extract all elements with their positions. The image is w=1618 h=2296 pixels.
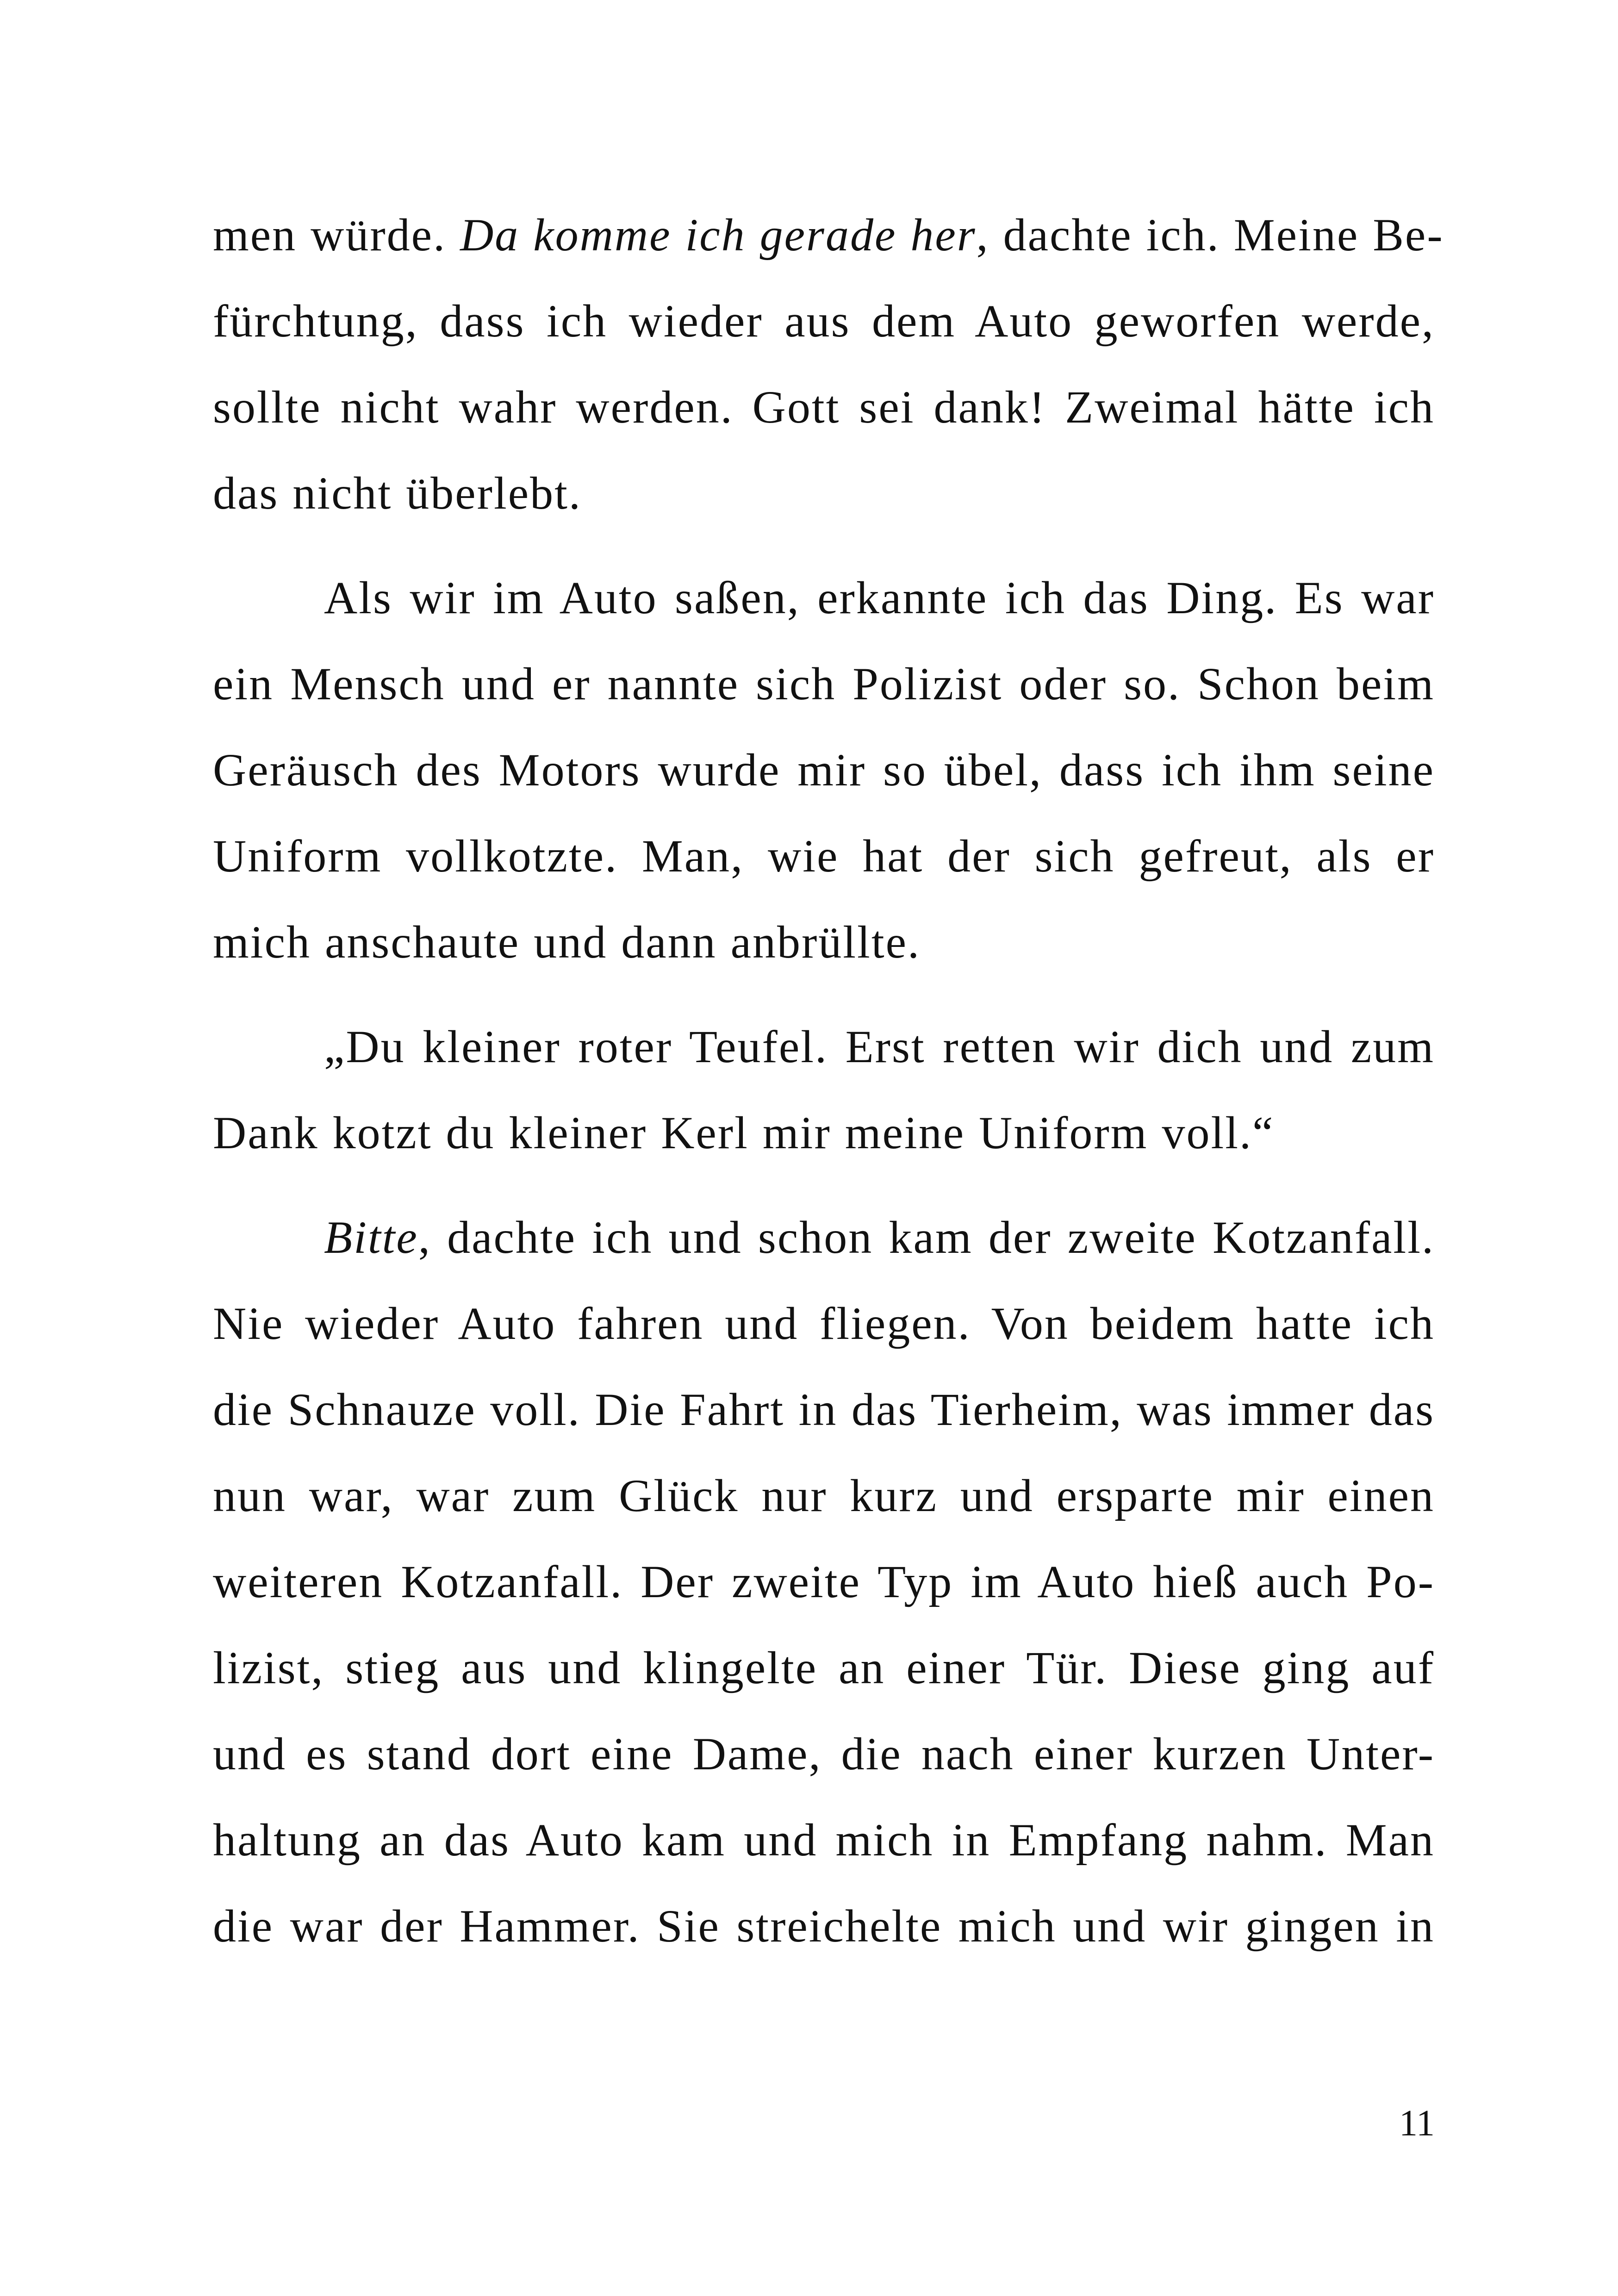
text-line <box>213 1539 1435 1625</box>
text-line <box>213 555 1435 641</box>
text-line <box>213 813 1435 899</box>
text: die war der Hammer. Sie streichelte mich und wir gingen in <box>213 1900 1435 1952</box>
text: lizist, stieg aus und klingelte an einer Tür. Diese ging auf <box>213 1642 1435 1693</box>
text-line <box>213 1883 1435 1969</box>
text-line <box>213 1090 1435 1176</box>
text-line <box>213 450 1435 536</box>
text: weiteren Kotzanfall. Der zweite Typ im Auto hieß auch Po- <box>213 1556 1435 1607</box>
text: Nie wieder Auto fahren und fliegen. Von beidem hatte ich <box>213 1298 1435 1349</box>
text-line <box>213 1195 1435 1281</box>
text: fürchtung, dass ich wieder aus dem Auto geworfen werde, <box>213 295 1435 347</box>
text-line <box>213 641 1435 727</box>
text-line <box>213 1281 1435 1367</box>
text-line <box>213 1367 1435 1453</box>
text-line <box>213 899 1435 985</box>
paragraph <box>213 1195 1435 1969</box>
text: haltung an das Auto kam und mich in Empfang nahm. Man <box>213 1814 1435 1866</box>
text-line <box>213 1625 1435 1711</box>
paragraph <box>213 192 1444 536</box>
text: Uniform vollkotzte. Man, wie hat der sich gefreut, als er <box>213 830 1435 882</box>
text: men würde. <box>213 209 461 261</box>
text: „Du kleiner roter Teufel. Erst retten wir dich und zum <box>324 1021 1435 1072</box>
text-line <box>213 1711 1435 1797</box>
text-line <box>213 1797 1435 1883</box>
text: das nicht überlebt. <box>213 467 582 519</box>
text: nun war, war zum Glück nur kurz und ersparte mir einen <box>213 1470 1435 1521</box>
italic-text: Bitte <box>324 1212 418 1263</box>
text: ein Mensch und er nannte sich Polizist oder so. Schon beim <box>213 658 1435 709</box>
page-body <box>213 192 1444 1988</box>
text: sollte nicht wahr werden. Gott sei dank! Zweimal hätte ich <box>213 381 1435 433</box>
text: , dachte ich. Meine Be- <box>976 209 1444 261</box>
paragraph <box>213 1004 1435 1176</box>
text-line <box>213 727 1435 813</box>
text-line <box>213 278 1435 364</box>
text: mich anschaute und dann anbrüllte. <box>213 916 921 968</box>
text-line <box>213 192 1444 278</box>
text: und es stand dort eine Dame, die nach einer kurzen Unter- <box>213 1728 1435 1780</box>
italic-text: Da komme ich gerade her <box>460 209 977 261</box>
text: die Schnauze voll. Die Fahrt in das Tierheim, was immer das <box>213 1384 1435 1435</box>
text-line <box>213 364 1435 450</box>
text: Als wir im Auto saßen, erkannte ich das Ding. Es war <box>324 572 1435 623</box>
text-line <box>213 1453 1435 1539</box>
text: Dank kotzt du kleiner Kerl mir meine Uniform voll.“ <box>213 1107 1275 1158</box>
paragraph <box>213 555 1435 985</box>
text: Geräusch des Motors wurde mir so übel, dass ich ihm seine <box>213 744 1435 796</box>
text: , dachte ich und schon kam der zweite Kotzanfall. <box>418 1212 1435 1263</box>
page-number: 11 <box>1399 2103 1435 2144</box>
text-line <box>213 1004 1435 1090</box>
